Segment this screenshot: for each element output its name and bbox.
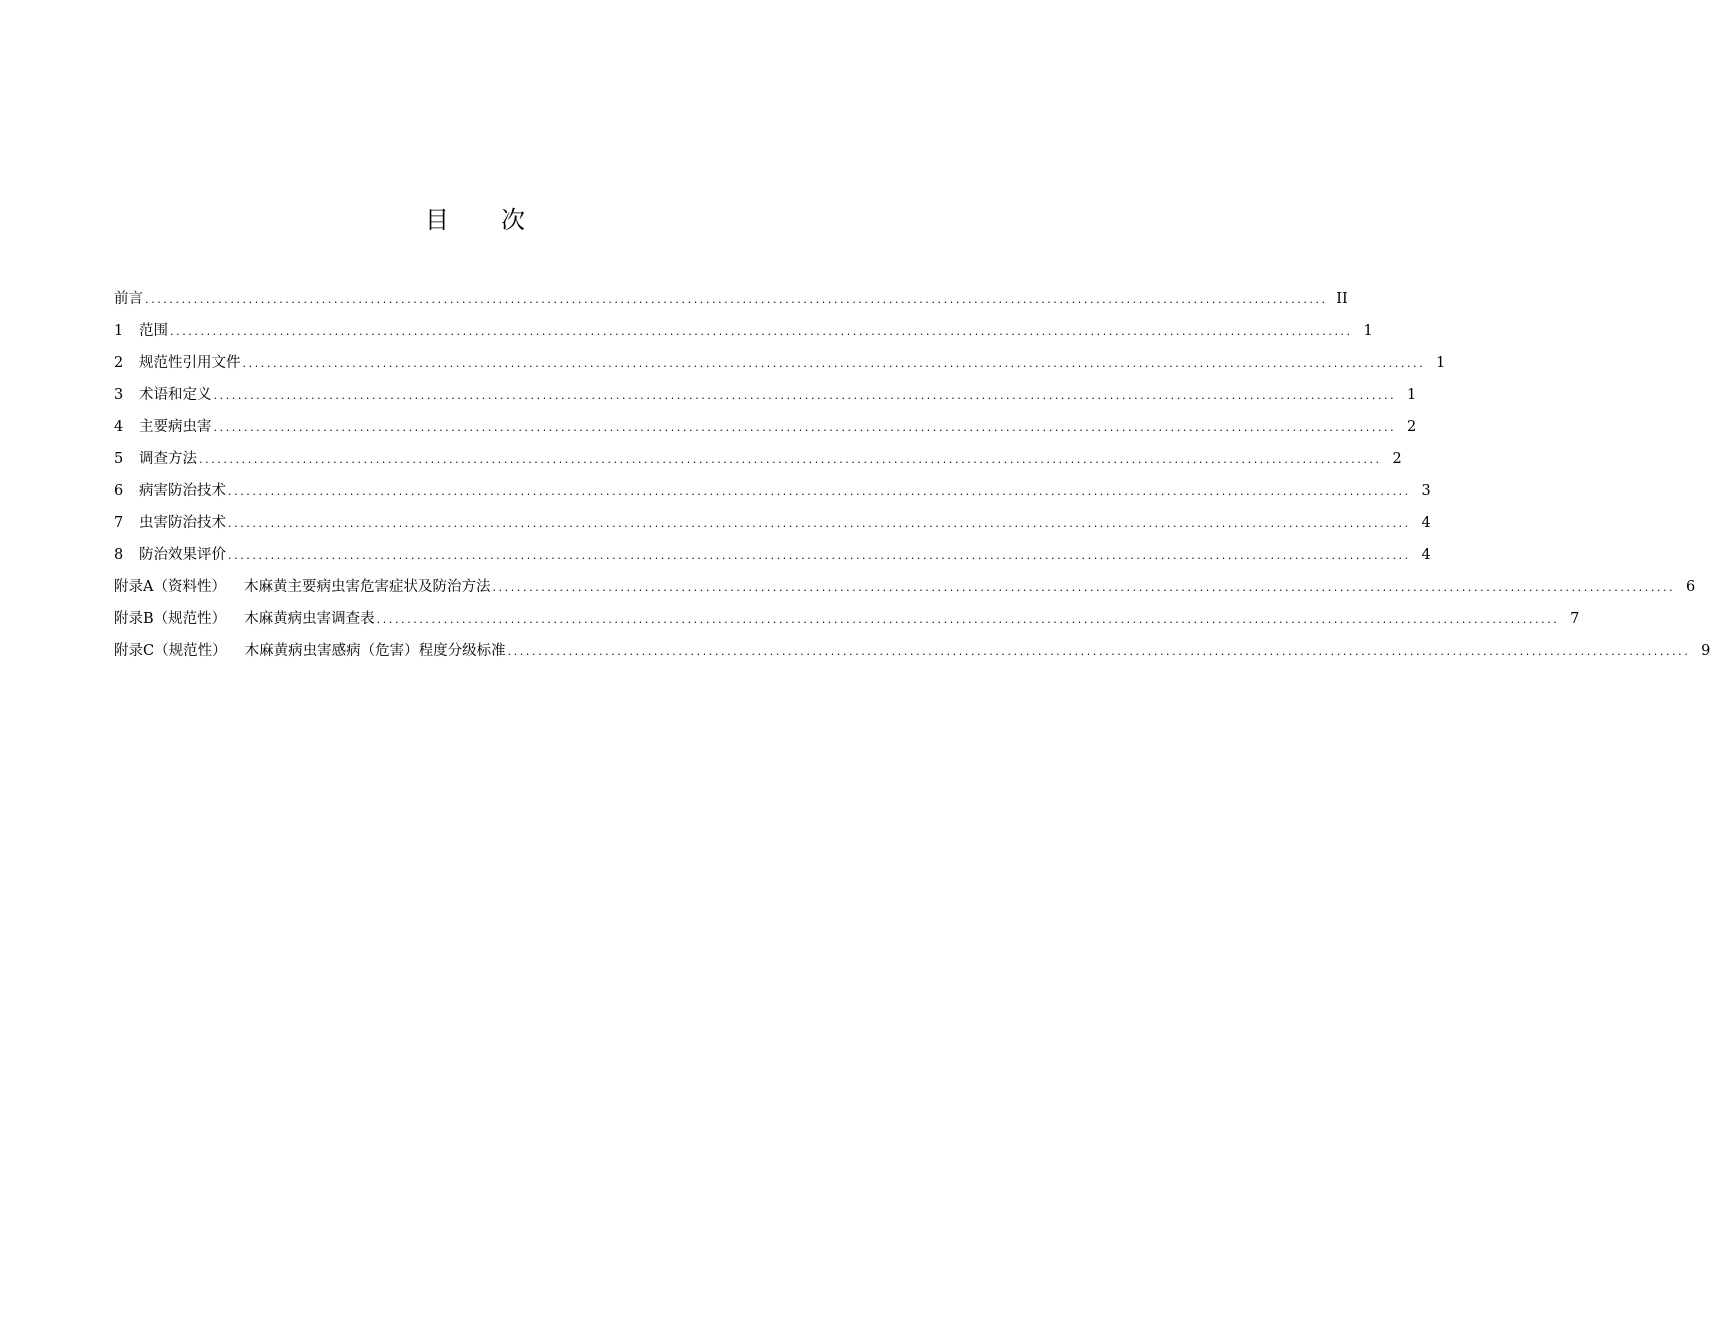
toc-entry-control-evaluation[interactable] xyxy=(114,543,1431,575)
toc-leader-dots: .................................................................................................................................................................................................. xyxy=(228,549,1411,562)
toc-page-number: 2 xyxy=(1392,451,1402,467)
toc-page-number: 4 xyxy=(1421,547,1431,563)
toc-section-number: 8 xyxy=(114,547,124,563)
toc-entry-label xyxy=(114,639,506,663)
toc-leader-dots: .................................................................................................................................................................................................. xyxy=(213,389,1397,402)
toc-leader-dots: .................................................................................................................................................................................................. xyxy=(228,517,1411,530)
toc-appendix-title: 木麻黄病虫害感病（危害）程度分级标准 xyxy=(244,643,506,659)
toc-entry-label: 主要病虫害 xyxy=(139,419,212,435)
toc-entry-label: 规范性引用文件 xyxy=(139,355,241,371)
toc-entry-appendix-c[interactable] xyxy=(114,639,1710,671)
toc-entry-appendix-a[interactable] xyxy=(114,575,1696,607)
toc-section-number: 1 xyxy=(114,323,124,339)
toc-section-number: 5 xyxy=(114,451,124,467)
toc-entry-label: 术语和定义 xyxy=(139,387,212,403)
toc-page-number: 6 xyxy=(1686,579,1696,595)
toc-page-number: II xyxy=(1336,291,1348,307)
toc-entry-normative-references[interactable] xyxy=(114,351,1446,383)
toc-entry-label: 前言 xyxy=(114,291,143,307)
toc-entry-label xyxy=(114,607,375,631)
toc-entry-label: 虫害防治技术 xyxy=(139,515,226,531)
toc-page-number: 7 xyxy=(1570,611,1580,627)
toc-section-number: 3 xyxy=(114,387,124,403)
toc-section-number: 6 xyxy=(114,483,124,499)
toc-leader-dots: .................................................................................................................................................................................................. xyxy=(507,645,1691,658)
toc-entry-label: 调查方法 xyxy=(139,451,197,467)
toc-page-number: 1 xyxy=(1363,323,1373,339)
toc-appendix-heading: 附录B（规范性） xyxy=(114,611,227,627)
toc-leader-dots: .................................................................................................................................................................................................. xyxy=(228,485,1411,498)
toc-appendix-title: 木麻黄病虫害调查表 xyxy=(244,611,375,627)
toc-leader-dots: .................................................................................................................................................................................................. xyxy=(492,581,1676,594)
toc-entry-terms-definitions[interactable] xyxy=(114,383,1417,415)
toc-entry-pest-control[interactable] xyxy=(114,511,1431,543)
toc-appendix-title: 木麻黄主要病虫害危害症状及防治方法 xyxy=(243,579,491,595)
toc-entry-label xyxy=(114,575,490,599)
toc-entry-disease-control[interactable] xyxy=(114,479,1431,511)
toc-entry-label: 防治效果评价 xyxy=(139,547,226,563)
table-of-contents xyxy=(114,287,1710,671)
toc-entry-appendix-b[interactable] xyxy=(114,607,1580,639)
toc-page-number: 2 xyxy=(1407,419,1417,435)
toc-title-char-2: 次 xyxy=(501,206,525,234)
toc-entry-label: 范围 xyxy=(139,323,168,339)
toc-appendix-heading: 附录C（规范性） xyxy=(114,643,227,659)
toc-leader-dots: .................................................................................................................................................................................................. xyxy=(145,293,1328,306)
toc-entry-foreword[interactable] xyxy=(114,287,1348,319)
toc-page-number: 1 xyxy=(1407,387,1417,403)
toc-page-number: 9 xyxy=(1701,643,1710,659)
toc-leader-dots: .................................................................................................................................................................................................. xyxy=(376,613,1560,626)
toc-page-number: 3 xyxy=(1421,483,1431,499)
toc-section-number: 2 xyxy=(114,355,124,371)
toc-entry-main-pests[interactable] xyxy=(114,415,1417,447)
toc-section-number: 4 xyxy=(114,419,124,435)
toc-page-number: 1 xyxy=(1436,355,1446,371)
toc-entry-label: 病害防治技术 xyxy=(139,483,226,499)
toc-title-char-1: 目 xyxy=(425,206,449,234)
toc-leader-dots: .................................................................................................................................................................................................. xyxy=(199,453,1382,466)
toc-leader-dots: .................................................................................................................................................................................................. xyxy=(242,357,1426,370)
toc-leader-dots: .................................................................................................................................................................................................. xyxy=(213,421,1397,434)
toc-entry-survey-methods[interactable] xyxy=(114,447,1402,479)
toc-title xyxy=(0,200,950,235)
toc-page-number: 4 xyxy=(1421,515,1431,531)
toc-appendix-heading: 附录A（资料性） xyxy=(114,579,226,595)
toc-entry-scope[interactable] xyxy=(114,319,1373,351)
toc-section-number: 7 xyxy=(114,515,124,531)
toc-leader-dots: .................................................................................................................................................................................................. xyxy=(170,325,1353,338)
